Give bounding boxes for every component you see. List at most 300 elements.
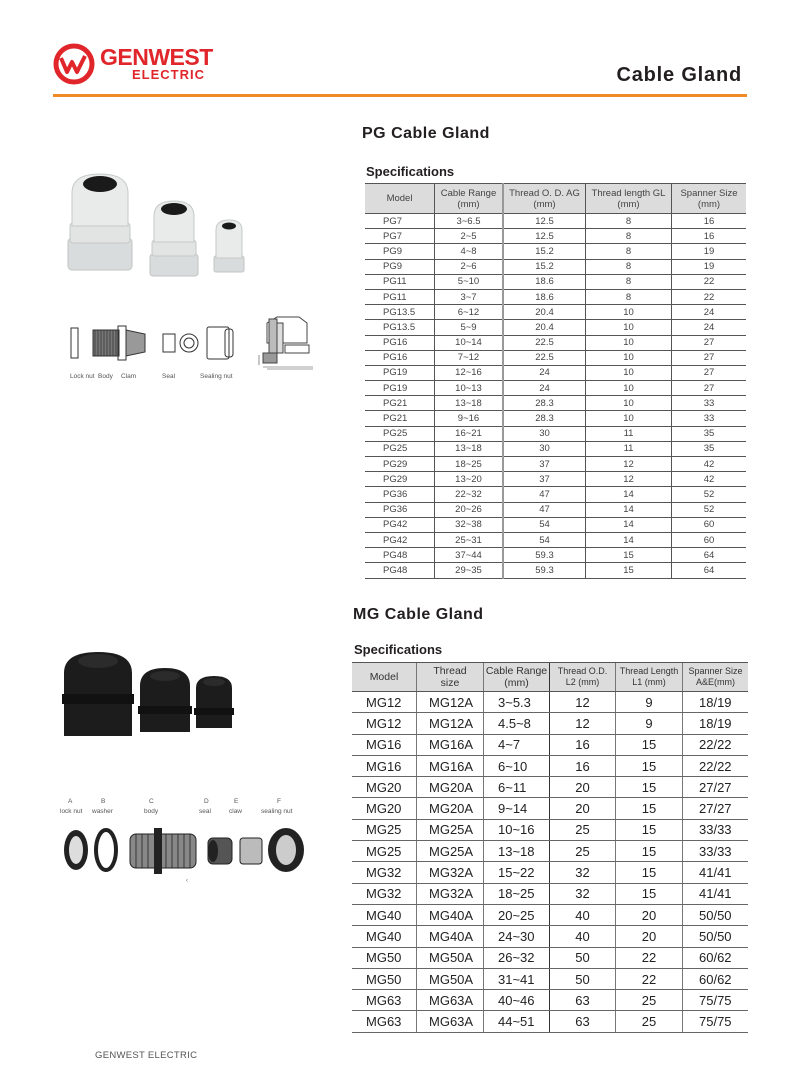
table-cell: 50/50: [683, 926, 749, 947]
table-cell: 15.2: [503, 244, 586, 259]
table-cell: MG40: [352, 926, 417, 947]
table-row: [352, 713, 748, 734]
table-row: [365, 259, 746, 274]
table-cell: 42: [672, 472, 747, 487]
mg-label-washer: washer: [92, 808, 113, 815]
table-row: [365, 441, 746, 456]
table-cell: 37: [503, 457, 586, 472]
table-cell: 60/62: [683, 947, 749, 968]
table-cell: 75/75: [683, 990, 749, 1011]
table-cell: 25~31: [435, 532, 504, 547]
table-cell: 3~5.3: [484, 692, 550, 713]
table-cell: 10: [586, 411, 672, 426]
table-cell: 14: [586, 517, 672, 532]
table-cell: 37~44: [435, 548, 504, 563]
table-cell: 18~25: [435, 457, 504, 472]
table-cell: 9~14: [484, 798, 550, 819]
table-cell: 22.5: [503, 350, 586, 365]
table-cell: 32: [550, 883, 616, 904]
table-cell: 18/19: [683, 713, 749, 734]
table-cell: 60: [672, 532, 747, 547]
table-cell: PG36: [365, 502, 435, 517]
table-cell: 15: [616, 883, 683, 904]
table-cell: PG21: [365, 411, 435, 426]
table-cell: 6~12: [435, 305, 504, 320]
table-cell: 52: [672, 502, 747, 517]
table-cell: 37: [503, 472, 586, 487]
table-cell: MG12A: [417, 692, 484, 713]
table-cell: MG16: [352, 755, 417, 776]
table-cell: 15: [616, 755, 683, 776]
table-row: [352, 990, 748, 1011]
mg-exploded-diagram: [58, 822, 308, 884]
table-cell: PG7: [365, 229, 435, 244]
table-cell: PG13.5: [365, 305, 435, 320]
table-cell: 47: [503, 487, 586, 502]
table-cell: 33/33: [683, 841, 749, 862]
table-cell: 20: [616, 926, 683, 947]
table-cell: PG42: [365, 517, 435, 532]
table-cell: 22/22: [683, 734, 749, 755]
table-cell: 14: [586, 502, 672, 517]
table-cell: 12: [586, 457, 672, 472]
table-cell: 20~25: [484, 904, 550, 925]
table-cell: 15: [616, 777, 683, 798]
table-cell: MG63A: [417, 990, 484, 1011]
mg-label-body: body: [144, 808, 159, 815]
mg-letter-f: F: [277, 798, 281, 805]
logo-subtitle: ELECTRIC: [132, 67, 205, 82]
table-row: [365, 381, 746, 396]
table-row: [352, 947, 748, 968]
logo-wordmark: GENWEST: [100, 44, 213, 70]
pg-label-body: Body: [98, 373, 113, 380]
table-cell: PG11: [365, 274, 435, 289]
mg-spec-table: [352, 662, 748, 1033]
table-cell: MG16: [352, 734, 417, 755]
table-cell: 10: [586, 396, 672, 411]
table-cell: PG7: [365, 214, 435, 229]
table-cell: 27: [672, 365, 747, 380]
mg-label-claw: claw: [229, 808, 243, 815]
table-row: [365, 289, 746, 304]
table-cell: PG29: [365, 472, 435, 487]
table-cell: 26~32: [484, 947, 550, 968]
table-cell: MG40: [352, 904, 417, 925]
table-row: [365, 320, 746, 335]
table-cell: 15: [586, 548, 672, 563]
table-cell: 27/27: [683, 777, 749, 798]
table-row: [352, 777, 748, 798]
table-row: [365, 517, 746, 532]
table-cell: PG19: [365, 381, 435, 396]
table-cell: 10: [586, 335, 672, 350]
table-row: [365, 214, 746, 229]
table-cell: PG36: [365, 487, 435, 502]
table-cell: PG13.5: [365, 320, 435, 335]
pg-section-title: PG Cable Gland: [362, 125, 490, 142]
table-cell: 42: [672, 457, 747, 472]
table-cell: MG20: [352, 798, 417, 819]
table-cell: 16: [550, 755, 616, 776]
table-row: [365, 532, 746, 547]
table-cell: 40: [550, 904, 616, 925]
table-cell: 8: [586, 244, 672, 259]
table-cell: 29~35: [435, 563, 504, 578]
table-cell: 3~7: [435, 289, 504, 304]
table-cell: 63: [550, 990, 616, 1011]
table-cell: 9: [616, 713, 683, 734]
table-cell: 50/50: [683, 904, 749, 925]
table-cell: 22: [616, 968, 683, 989]
table-cell: 15: [616, 734, 683, 755]
mg-col-model: Model: [352, 663, 417, 692]
table-row: [352, 862, 748, 883]
table-cell: 15~22: [484, 862, 550, 883]
table-cell: 16: [672, 229, 747, 244]
table-cell: PG19: [365, 365, 435, 380]
table-cell: PG25: [365, 426, 435, 441]
table-cell: MG32A: [417, 862, 484, 883]
table-cell: MG63: [352, 990, 417, 1011]
table-cell: 11: [586, 426, 672, 441]
table-cell: 18/19: [683, 692, 749, 713]
table-cell: 31~41: [484, 968, 550, 989]
table-cell: 18.6: [503, 289, 586, 304]
table-cell: 6~10: [484, 755, 550, 776]
table-cell: 16: [550, 734, 616, 755]
mg-spec-title: Specifications: [354, 642, 443, 657]
table-cell: MG40A: [417, 926, 484, 947]
pg-label-lock-nut: Lock nut: [70, 373, 95, 380]
table-cell: 41/41: [683, 883, 749, 904]
table-cell: 16: [672, 214, 747, 229]
table-cell: PG9: [365, 259, 435, 274]
table-cell: 27: [672, 350, 747, 365]
table-row: [352, 883, 748, 904]
table-cell: 64: [672, 548, 747, 563]
table-cell: 20: [616, 904, 683, 925]
table-cell: 10: [586, 320, 672, 335]
table-cell: 27: [672, 381, 747, 396]
table-row: [365, 548, 746, 563]
table-cell: 3~6.5: [435, 214, 504, 229]
table-cell: PG25: [365, 441, 435, 456]
table-cell: 44~51: [484, 1011, 550, 1032]
table-cell: 25: [550, 841, 616, 862]
table-row: [352, 819, 748, 840]
table-cell: 8: [586, 289, 672, 304]
table-cell: MG20A: [417, 777, 484, 798]
table-cell: 40~46: [484, 990, 550, 1011]
table-row: [365, 365, 746, 380]
table-cell: 4~8: [435, 244, 504, 259]
table-cell: 15: [616, 798, 683, 819]
table-row: [352, 904, 748, 925]
footer-company: GENWEST ELECTRIC: [95, 1050, 198, 1061]
table-cell: 11: [586, 441, 672, 456]
mg-label-sealing-nut: sealing nut: [261, 808, 293, 815]
table-cell: 2~6: [435, 259, 504, 274]
pg-label-sealing-nut: Sealing nut: [200, 373, 233, 380]
table-cell: 28.3: [503, 396, 586, 411]
mg-section-title: MG Cable Gland: [353, 606, 484, 623]
table-cell: 59.3: [503, 548, 586, 563]
table-cell: 64: [672, 563, 747, 578]
table-cell: 54: [503, 517, 586, 532]
table-cell: 52: [672, 487, 747, 502]
pg-col-thread-od: Thread O. D. AG (mm): [503, 184, 586, 214]
table-cell: MG32A: [417, 883, 484, 904]
table-row: [352, 841, 748, 862]
table-cell: 60/62: [683, 968, 749, 989]
table-cell: MG40A: [417, 904, 484, 925]
table-cell: 22.5: [503, 335, 586, 350]
table-cell: 10: [586, 305, 672, 320]
table-row: [365, 411, 746, 426]
table-row: [365, 244, 746, 259]
pg-cross-section-diagram: [255, 315, 320, 377]
table-cell: 12: [550, 713, 616, 734]
table-cell: 32: [550, 862, 616, 883]
table-cell: 47: [503, 502, 586, 517]
table-row: [352, 1011, 748, 1032]
mg-letter-d: D: [204, 798, 209, 805]
table-row: [352, 734, 748, 755]
table-cell: 15: [616, 862, 683, 883]
table-cell: 4.5~8: [484, 713, 550, 734]
table-cell: 10: [586, 350, 672, 365]
table-cell: MG20: [352, 777, 417, 798]
table-cell: MG12: [352, 692, 417, 713]
table-cell: 41/41: [683, 862, 749, 883]
table-cell: PG42: [365, 532, 435, 547]
table-cell: 32~38: [435, 517, 504, 532]
table-cell: 20.4: [503, 305, 586, 320]
table-cell: 59.3: [503, 563, 586, 578]
table-row: [365, 502, 746, 517]
table-cell: MG25A: [417, 841, 484, 862]
table-cell: 12.5: [503, 229, 586, 244]
mg-col-thread-od: Thread O.D. L2 (mm): [550, 663, 616, 692]
table-cell: 8: [586, 229, 672, 244]
table-cell: 8: [586, 274, 672, 289]
table-row: [365, 563, 746, 578]
mg-col-thread-size: Thread size: [417, 663, 484, 692]
table-cell: 50: [550, 947, 616, 968]
table-cell: 20~26: [435, 502, 504, 517]
table-cell: MG32: [352, 862, 417, 883]
table-cell: 22: [672, 274, 747, 289]
mg-table-header: [352, 663, 748, 692]
svg-text:‹: ‹: [186, 878, 188, 884]
table-cell: PG9: [365, 244, 435, 259]
table-row: [365, 457, 746, 472]
table-cell: PG16: [365, 350, 435, 365]
table-cell: 20: [550, 798, 616, 819]
table-cell: 35: [672, 426, 747, 441]
table-cell: 12: [586, 472, 672, 487]
table-cell: 50: [550, 968, 616, 989]
table-cell: MG63: [352, 1011, 417, 1032]
mg-gland-photo: [58, 648, 258, 748]
table-row: [365, 487, 746, 502]
table-cell: 16~21: [435, 426, 504, 441]
table-cell: PG48: [365, 563, 435, 578]
table-row: [352, 755, 748, 776]
table-cell: 9~16: [435, 411, 504, 426]
table-cell: 22/22: [683, 755, 749, 776]
table-cell: 24: [672, 305, 747, 320]
table-cell: 8: [586, 214, 672, 229]
pg-gland-photo: [58, 168, 258, 288]
table-cell: 2~5: [435, 229, 504, 244]
table-cell: 60: [672, 517, 747, 532]
table-row: [365, 335, 746, 350]
table-cell: 12: [550, 692, 616, 713]
table-cell: 13~18: [435, 396, 504, 411]
table-cell: 30: [503, 426, 586, 441]
table-cell: MG63A: [417, 1011, 484, 1032]
mg-label-seal: seal: [199, 808, 211, 815]
table-cell: MG50A: [417, 968, 484, 989]
table-cell: 10: [586, 381, 672, 396]
table-cell: 18.6: [503, 274, 586, 289]
table-row: [352, 692, 748, 713]
table-cell: MG12: [352, 713, 417, 734]
table-cell: MG20A: [417, 798, 484, 819]
table-cell: 7~12: [435, 350, 504, 365]
table-cell: 6~11: [484, 777, 550, 798]
table-cell: 10~13: [435, 381, 504, 396]
table-cell: 63: [550, 1011, 616, 1032]
mg-letter-e: E: [234, 798, 239, 805]
table-cell: PG11: [365, 289, 435, 304]
table-cell: 24~30: [484, 926, 550, 947]
mg-label-lock-nut: lock nut: [60, 808, 83, 815]
table-cell: 33: [672, 411, 747, 426]
table-cell: 13~20: [435, 472, 504, 487]
pg-col-model: Model: [365, 184, 435, 214]
table-cell: 33/33: [683, 819, 749, 840]
table-cell: 12~16: [435, 365, 504, 380]
pg-col-thread-length: Thread length GL (mm): [586, 184, 672, 214]
table-row: [365, 305, 746, 320]
table-cell: 27: [672, 335, 747, 350]
table-cell: 24: [503, 381, 586, 396]
table-cell: 75/75: [683, 1011, 749, 1032]
pg-col-spanner-size: Spanner Size (mm): [672, 184, 747, 214]
mg-letter-c: C: [149, 798, 154, 805]
table-cell: 9: [616, 692, 683, 713]
table-cell: 5~10: [435, 274, 504, 289]
table-cell: 22: [672, 289, 747, 304]
pg-spec-title: Specifications: [366, 164, 455, 179]
table-cell: 13~18: [435, 441, 504, 456]
pg-label-seal: Seal: [162, 373, 176, 380]
table-cell: MG32: [352, 883, 417, 904]
table-cell: 12.5: [503, 214, 586, 229]
table-cell: MG25: [352, 841, 417, 862]
table-cell: 4~7: [484, 734, 550, 755]
table-cell: 10~16: [484, 819, 550, 840]
table-row: [365, 472, 746, 487]
table-row: [365, 396, 746, 411]
pg-label-clam: Clam: [121, 373, 137, 380]
table-cell: 25: [550, 819, 616, 840]
pg-table-header: [365, 184, 746, 214]
mg-col-spanner-size: Spanner Size A&E(mm): [683, 663, 749, 692]
table-cell: MG16A: [417, 734, 484, 755]
table-cell: PG21: [365, 396, 435, 411]
table-row: [352, 798, 748, 819]
table-row: [365, 350, 746, 365]
table-cell: MG25: [352, 819, 417, 840]
table-cell: PG29: [365, 457, 435, 472]
table-cell: 19: [672, 244, 747, 259]
mg-col-cable-range: Cable Range (mm): [484, 663, 550, 692]
table-cell: 15.2: [503, 259, 586, 274]
brand-logo: [52, 42, 213, 86]
logo-emblem-icon: [52, 42, 98, 86]
page-title: Cable Gland: [616, 64, 742, 86]
table-cell: 22: [616, 947, 683, 968]
table-row: [365, 426, 746, 441]
mg-col-thread-length: Thread Length L1 (mm): [616, 663, 683, 692]
table-cell: 27/27: [683, 798, 749, 819]
table-cell: 24: [503, 365, 586, 380]
table-cell: 33: [672, 396, 747, 411]
table-cell: 19: [672, 259, 747, 274]
table-row: [365, 274, 746, 289]
table-cell: 54: [503, 532, 586, 547]
table-cell: 40: [550, 926, 616, 947]
table-cell: 20.4: [503, 320, 586, 335]
table-cell: 35: [672, 441, 747, 456]
table-cell: 10~14: [435, 335, 504, 350]
header-divider: [53, 94, 747, 97]
table-cell: 25: [616, 1011, 683, 1032]
table-cell: 24: [672, 320, 747, 335]
pg-exploded-diagram: [65, 318, 243, 370]
table-row: [352, 926, 748, 947]
table-cell: 25: [616, 990, 683, 1011]
mg-letter-a: A: [68, 798, 73, 805]
table-cell: 30: [503, 441, 586, 456]
table-cell: MG50: [352, 968, 417, 989]
table-cell: PG16: [365, 335, 435, 350]
table-cell: MG50: [352, 947, 417, 968]
table-cell: 22~32: [435, 487, 504, 502]
table-cell: MG12A: [417, 713, 484, 734]
table-cell: 15: [586, 563, 672, 578]
table-cell: 15: [616, 819, 683, 840]
table-cell: 14: [586, 532, 672, 547]
table-row: [352, 968, 748, 989]
table-cell: PG48: [365, 548, 435, 563]
table-cell: 8: [586, 259, 672, 274]
table-cell: 28.3: [503, 411, 586, 426]
table-cell: 13~18: [484, 841, 550, 862]
table-cell: 10: [586, 365, 672, 380]
table-cell: MG50A: [417, 947, 484, 968]
mg-letter-b: B: [101, 798, 106, 805]
table-cell: 5~9: [435, 320, 504, 335]
table-cell: 14: [586, 487, 672, 502]
pg-col-cable-range: Cable Range (mm): [435, 184, 504, 214]
table-cell: MG16A: [417, 755, 484, 776]
pg-spec-table: [365, 183, 746, 579]
